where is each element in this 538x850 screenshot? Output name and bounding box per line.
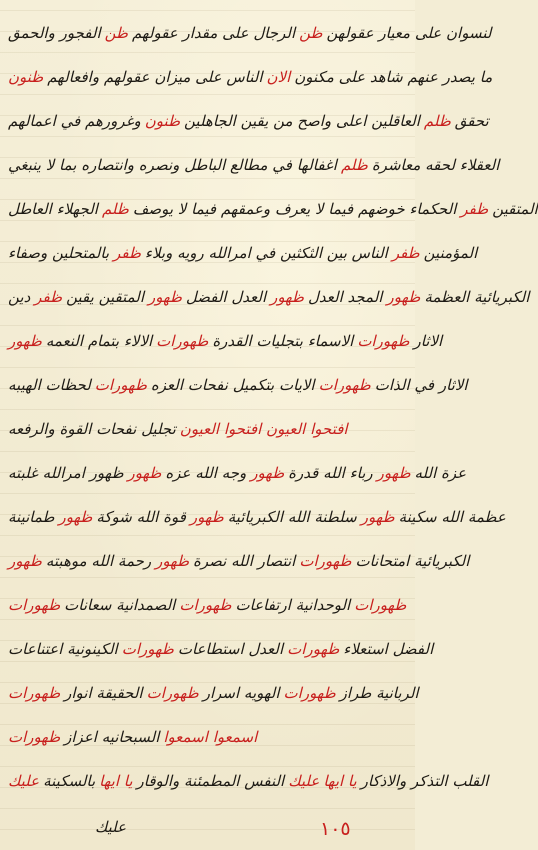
text-segment: ظهور امرالله غلبته	[8, 464, 124, 482]
rule-line	[0, 493, 415, 494]
text-segment: ما يصدر عنهم شاهد علی مكنون	[294, 68, 493, 86]
text-line	[8, 370, 468, 400]
rubric-word: ظهور	[148, 288, 182, 306]
rubric-word: ظهور	[386, 288, 421, 306]
rubric-word: اسمعوا اسمعوا	[163, 728, 258, 746]
rubric-word: ظهورات	[287, 640, 340, 658]
rubric-word: ظهور	[127, 464, 162, 482]
text-segment: عزة الله	[414, 464, 467, 482]
text-segment: رحمة الله موهبته	[45, 552, 152, 570]
text-segment: المجد العدل	[307, 288, 383, 306]
rule-line	[0, 367, 415, 368]
text-segment: العدل الفضل	[185, 288, 267, 306]
text-segment: لنسوان علی معيار عقولهن	[326, 24, 492, 42]
text-segment: وجه الله عزه	[165, 464, 247, 482]
text-segment: لحظات الهيبه	[8, 376, 91, 394]
rubric-word: ظن	[104, 24, 128, 42]
text-line	[8, 722, 410, 752]
text-segment: بالمتحلين وصفاء	[8, 244, 110, 262]
text-segment: الحقيقة انوار	[64, 684, 143, 702]
text-segment: عظمة الله سكينة	[398, 508, 506, 526]
text-line	[8, 106, 489, 136]
rubric-word: ظهور	[360, 508, 395, 526]
rubric-word: ظهورات	[94, 376, 147, 394]
rubric-word: ظهورات	[318, 376, 371, 394]
rubric-word: عليك	[288, 772, 320, 790]
text-segment: بالسكينة	[43, 772, 96, 790]
text-segment: النفس المطمئنة والوقار	[136, 772, 285, 790]
text-segment: تجليل نفحات القوة والرفعه	[8, 420, 176, 438]
rubric-word: يا ايها	[99, 772, 133, 790]
text-segment: الربانية طراز	[339, 684, 419, 702]
rubric-word: ظلم	[423, 112, 451, 130]
rule-line	[0, 829, 415, 830]
text-line	[8, 326, 443, 356]
text-segment: القلب التذكر والاذكار	[360, 772, 489, 790]
text-segment: دين	[8, 288, 31, 306]
text-line	[8, 150, 500, 180]
text-segment: الحكماء خوضهم فيما لا يعرف وعمقهم فيما لا يوصف	[132, 200, 457, 218]
rule-line	[0, 535, 415, 536]
rubric-word: ظفر	[460, 200, 489, 218]
text-segment: الفضل استعلاء	[343, 640, 434, 658]
text-segment: انتصار الله نصرة	[193, 552, 296, 570]
text-segment: العدل استطاعات	[177, 640, 284, 658]
text-line	[8, 18, 492, 48]
text-segment: سلطنة الله الكبريائية	[227, 508, 357, 526]
rubric-word: ظهور	[189, 508, 224, 526]
text-segment: وغرورهم في اعمالهم	[8, 112, 141, 130]
text-segment: الصمدانية سعانات	[64, 596, 176, 614]
text-segment: الايات بتكميل نفحات العزه	[150, 376, 315, 394]
rule-line	[0, 577, 415, 578]
rule-line	[0, 409, 415, 410]
text-line	[8, 194, 538, 224]
rubric-word: يا ايها	[323, 772, 357, 790]
text-segment: الكبريائية امتحانات	[355, 552, 470, 570]
text-segment: الوحدانية ارتفاعات	[235, 596, 351, 614]
text-line	[8, 546, 470, 576]
text-segment: الاثار	[413, 332, 443, 350]
text-segment: الاثار في الذات	[374, 376, 468, 394]
text-segment: السبحانيه اعزاز	[64, 728, 160, 746]
rubric-word: ظهورات	[121, 640, 174, 658]
text-line	[8, 678, 419, 708]
text-segment: رباء الله قدرة	[288, 464, 373, 482]
rubric-word: ظهور	[8, 332, 42, 350]
text-segment: الهويه اسرار	[202, 684, 280, 702]
text-line	[8, 414, 410, 444]
text-segment: المتقين	[492, 200, 538, 218]
page-number: ١٠٥	[320, 818, 351, 840]
text-line	[8, 458, 467, 488]
rubric-word: ظلم	[101, 200, 129, 218]
text-segment: الاسماء بتجليات القدرة	[212, 332, 354, 350]
text-segment: المؤمنين	[423, 244, 478, 262]
text-segment: الجهلاء العاطل	[8, 200, 98, 218]
text-segment: الناس علی ميزان عقولهم وافعالهم	[47, 68, 263, 86]
rubric-word: ظهورات	[283, 684, 336, 702]
rule-line	[0, 451, 415, 452]
text-segment: الكبريائية العظمة	[424, 288, 530, 306]
rubric-word: ظهورات	[354, 596, 407, 614]
rubric-word: ظهورات	[8, 728, 61, 746]
text-line	[8, 62, 493, 92]
text-segment: قوة الله شوكة	[96, 508, 186, 526]
rubric-word: ظهور	[155, 552, 190, 570]
rubric-word: ظلم	[340, 156, 368, 174]
text-segment: اغفالها في مطالع الباطل ونصره وانتصاره بما لا ينبغي	[8, 156, 337, 174]
text-segment: الفجور والحمق	[8, 24, 101, 42]
rubric-word: ظفر	[391, 244, 420, 262]
rubric-word: ظفر	[34, 288, 63, 306]
rule-line	[0, 136, 415, 137]
rubric-word: ظنون	[144, 112, 181, 130]
rubric-word: ظن	[299, 24, 323, 42]
rubric-word: ظهور	[58, 508, 93, 526]
text-segment: الالاء بتمام النعمه	[45, 332, 153, 350]
text-segment: طمانينة	[8, 508, 55, 526]
text-segment: العقلاء لحقه معاشرة	[371, 156, 500, 174]
rubric-word: ظهورات	[156, 332, 209, 350]
rubric-word: عليك	[8, 772, 40, 790]
text-line	[8, 634, 434, 664]
rule-line	[0, 808, 415, 809]
rubric-word: ظهورات	[8, 684, 61, 702]
catchword: علیك	[95, 818, 127, 836]
rubric-word: ظهورات	[299, 552, 352, 570]
rubric-word: ظهورات	[8, 596, 61, 614]
text-segment: المتقين يقين	[66, 288, 145, 306]
rubric-word: ظهورات	[179, 596, 232, 614]
rubric-word: ظهور	[250, 464, 285, 482]
text-line	[8, 502, 506, 532]
rubric-word: ظنون	[8, 68, 44, 86]
rubric-word: ظهور	[8, 552, 42, 570]
rubric-word: افتحوا العيون افتحوا العيون	[179, 420, 348, 438]
text-segment: الرجال علی مقدار عقولهم	[131, 24, 296, 42]
text-line	[8, 590, 410, 620]
text-segment: الناس بين الثكثين في امرالله رويه وبلاء	[144, 244, 388, 262]
rule-line	[0, 94, 415, 95]
text-line	[8, 766, 489, 796]
rule-line	[0, 52, 415, 53]
text-line	[8, 282, 530, 312]
text-segment: الكينونية اعتناعات	[8, 640, 118, 658]
rubric-word: ظهورات	[357, 332, 410, 350]
rubric-word: ظهور	[376, 464, 411, 482]
rubric-word: ظفر	[113, 244, 141, 262]
rubric-word: ظهورات	[146, 684, 199, 702]
text-segment: العاقلين اعلی واصح من يقين الجاهلين	[184, 112, 420, 130]
text-segment: تحقق	[454, 112, 489, 130]
rubric-word: الان	[266, 68, 291, 86]
rule-line	[0, 10, 415, 11]
text-line	[8, 238, 478, 268]
rubric-word: ظهور	[270, 288, 304, 306]
